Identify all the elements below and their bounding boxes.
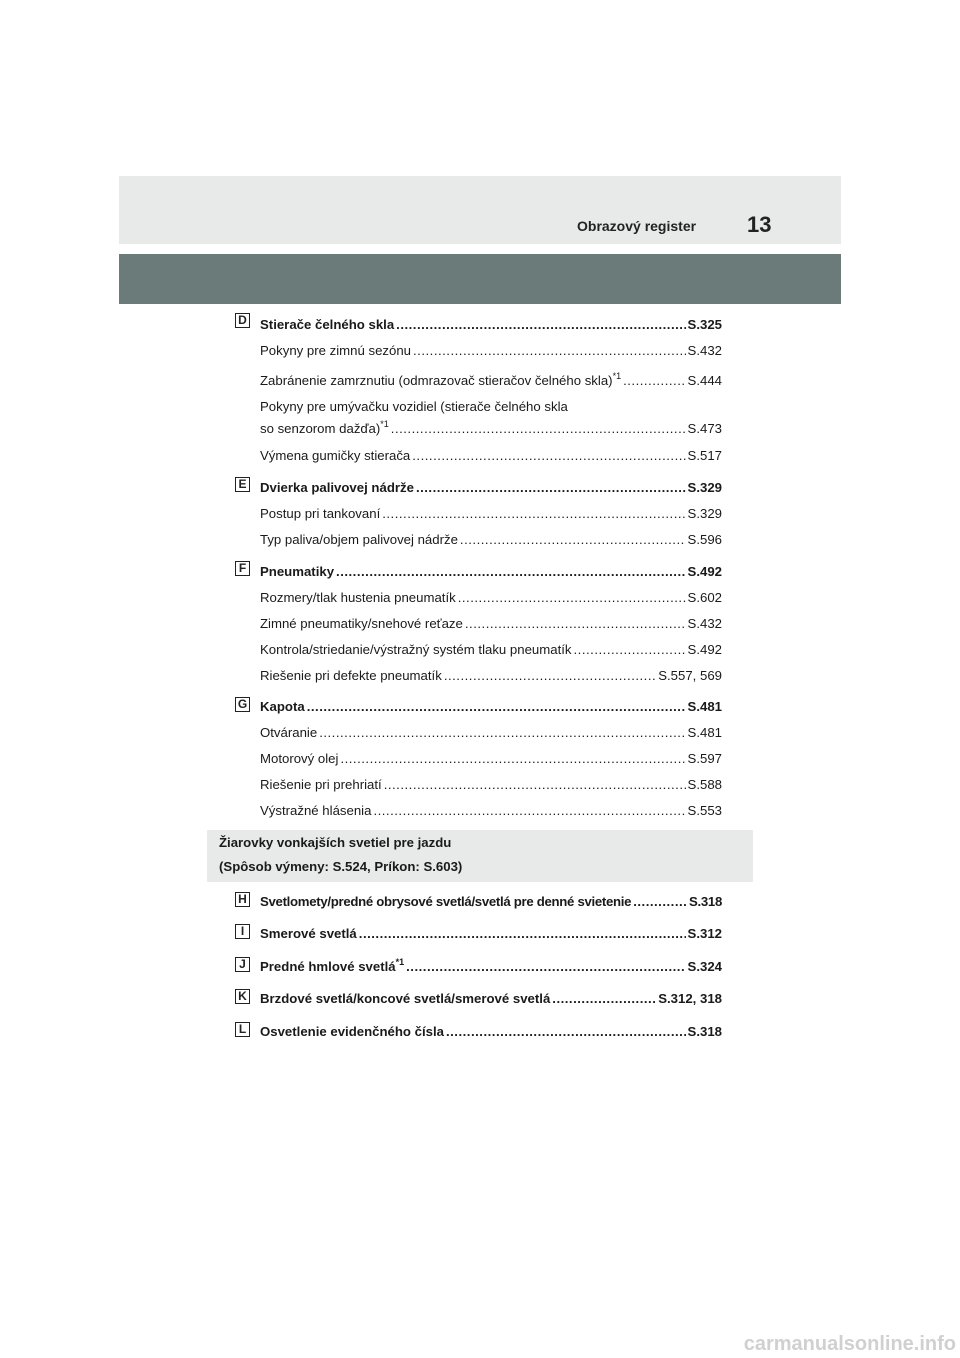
index-entry-wipers[interactable] <box>260 316 722 334</box>
index-entry-fuel-door[interactable] <box>260 479 722 497</box>
entry-page: S.492 <box>687 564 722 579</box>
section-marker-e: E <box>235 477 250 492</box>
entry-label: Otváranie <box>260 725 318 740</box>
entry-label: Zimné pneumatiky/snehové reťaze <box>260 616 463 631</box>
entry-page: S.329 <box>687 506 722 521</box>
entry-page: S.329 <box>687 480 722 495</box>
index-entry-fog-lights[interactable] <box>260 958 722 976</box>
index-entry-wiper-rubber[interactable] <box>260 447 722 465</box>
entry-label: Smerové svetlá <box>260 926 357 941</box>
entry-label: Zabránenie zamrznutiu (odmrazovač stieračov čelného skla)$^{*1}$ <box>260 371 622 388</box>
entry-label: Kapota <box>260 699 305 714</box>
entry-page: S.481 <box>687 699 722 714</box>
index-entry-brake-lights[interactable] <box>260 990 722 1008</box>
entry-label: Kontrola/striedanie/výstražný systém tlaku pneumatík <box>260 642 572 657</box>
index-entry-hood[interactable] <box>260 698 722 716</box>
entry-page: S.602 <box>687 590 722 605</box>
entry-page: S.481 <box>687 725 722 740</box>
entry-page: S.597 <box>687 751 722 766</box>
section-marker-j: J <box>235 957 250 972</box>
bulbs-note-refs: (Spôsob výmeny: S.524, Príkon: S.603) <box>219 859 463 874</box>
entry-label: Svetlomety/predné obrysové svetlá/svetlá pre denné svietenie <box>260 894 632 909</box>
entry-label: Typ paliva/objem palivovej nádrže <box>260 532 458 547</box>
entry-label: so senzorom dažďa)$^{*1}$ <box>260 419 389 436</box>
index-entry-winter-tips[interactable] <box>260 342 722 360</box>
index-entry-tire-check[interactable] <box>260 641 722 659</box>
entry-page: S.492 <box>687 642 722 657</box>
index-entry-wiper-deicer[interactable] <box>260 372 722 390</box>
entry-page: S.312, 318 <box>658 991 722 1006</box>
index-entry-opening[interactable] <box>260 724 722 742</box>
index-entry-tire-pressure[interactable] <box>260 589 722 607</box>
index-entry-headlights[interactable] <box>260 893 722 911</box>
section-marker-l: L <box>235 1022 250 1037</box>
entry-page: S.557, 569 <box>658 668 722 683</box>
entry-label: Stierače čelného skla <box>260 317 395 332</box>
index-entry-refueling[interactable] <box>260 505 722 523</box>
entry-label: Brzdové svetlá/koncové svetlá/smerové svetlá <box>260 991 551 1006</box>
page-header-title: Obrazový register <box>577 218 697 234</box>
entry-page: S.432 <box>687 343 722 358</box>
index-entry-tires[interactable] <box>260 563 722 581</box>
index-entry-engine-oil[interactable] <box>260 750 722 768</box>
entry-label: Výstražné hlásenia <box>260 803 372 818</box>
entry-page: S.596 <box>687 532 722 547</box>
entry-page: S.588 <box>687 777 722 792</box>
entry-label: Pokyny pre zimnú sezónu <box>260 343 411 358</box>
entry-label: Osvetlenie evidenčného čísla <box>260 1024 444 1039</box>
entry-label: Rozmery/tlak hustenia pneumatík <box>260 590 456 605</box>
index-entry-overheating[interactable] <box>260 776 722 794</box>
entry-page: S.324 <box>687 959 722 974</box>
entry-page: S.312 <box>687 926 722 941</box>
section-marker-i: I <box>235 924 250 939</box>
entry-page: S.473 <box>687 421 722 436</box>
entry-page: S.432 <box>687 616 722 631</box>
entry-page: S.325 <box>687 317 722 332</box>
entry-page: S.318 <box>689 894 722 909</box>
index-entry-winter-tires[interactable] <box>260 615 722 633</box>
footer-watermark: carmanualsonline.info <box>743 1333 956 1355</box>
entry-label: Riešenie pri prehriatí <box>260 777 382 792</box>
section-marker-h: H <box>235 892 250 907</box>
section-marker-d: D <box>235 313 250 328</box>
entry-label: Motorový olej <box>260 751 339 766</box>
index-entry-fuel-type[interactable] <box>260 531 722 549</box>
section-marker-g: G <box>235 697 250 712</box>
entry-label: Pneumatiky <box>260 564 335 579</box>
index-entry-car-wash[interactable] <box>260 420 722 438</box>
section-marker-f: F <box>235 561 250 576</box>
entry-label: Dvierka palivovej nádrže <box>260 480 414 495</box>
entry-label: Riešenie pri defekte pneumatík <box>260 668 442 683</box>
bulbs-note-title: Žiarovky vonkajších svetiel pre jazdu <box>219 835 452 850</box>
entry-page: S.517 <box>687 448 722 463</box>
page-number: 13 <box>747 212 772 237</box>
index-entry-turn-signals[interactable] <box>260 925 722 943</box>
index-entry-license-plate-light[interactable] <box>260 1023 722 1041</box>
entry-label: Predné hmlové svetlá$^{*1}$ <box>260 957 405 974</box>
section-marker-k: K <box>235 989 250 1004</box>
index-entry-flat-tire[interactable] <box>260 667 722 685</box>
entry-label: Výmena gumičky stierača <box>260 448 411 463</box>
entry-page: S.318 <box>687 1024 722 1039</box>
entry-label: Postup pri tankovaní <box>260 506 381 521</box>
entry-page: S.553 <box>687 803 722 818</box>
index-entry-warning-messages[interactable] <box>260 802 722 820</box>
entry-label-line1: Pokyny pre umývačku vozidiel (stierače čelného skla <box>260 399 568 414</box>
entry-page: S.444 <box>687 373 722 388</box>
